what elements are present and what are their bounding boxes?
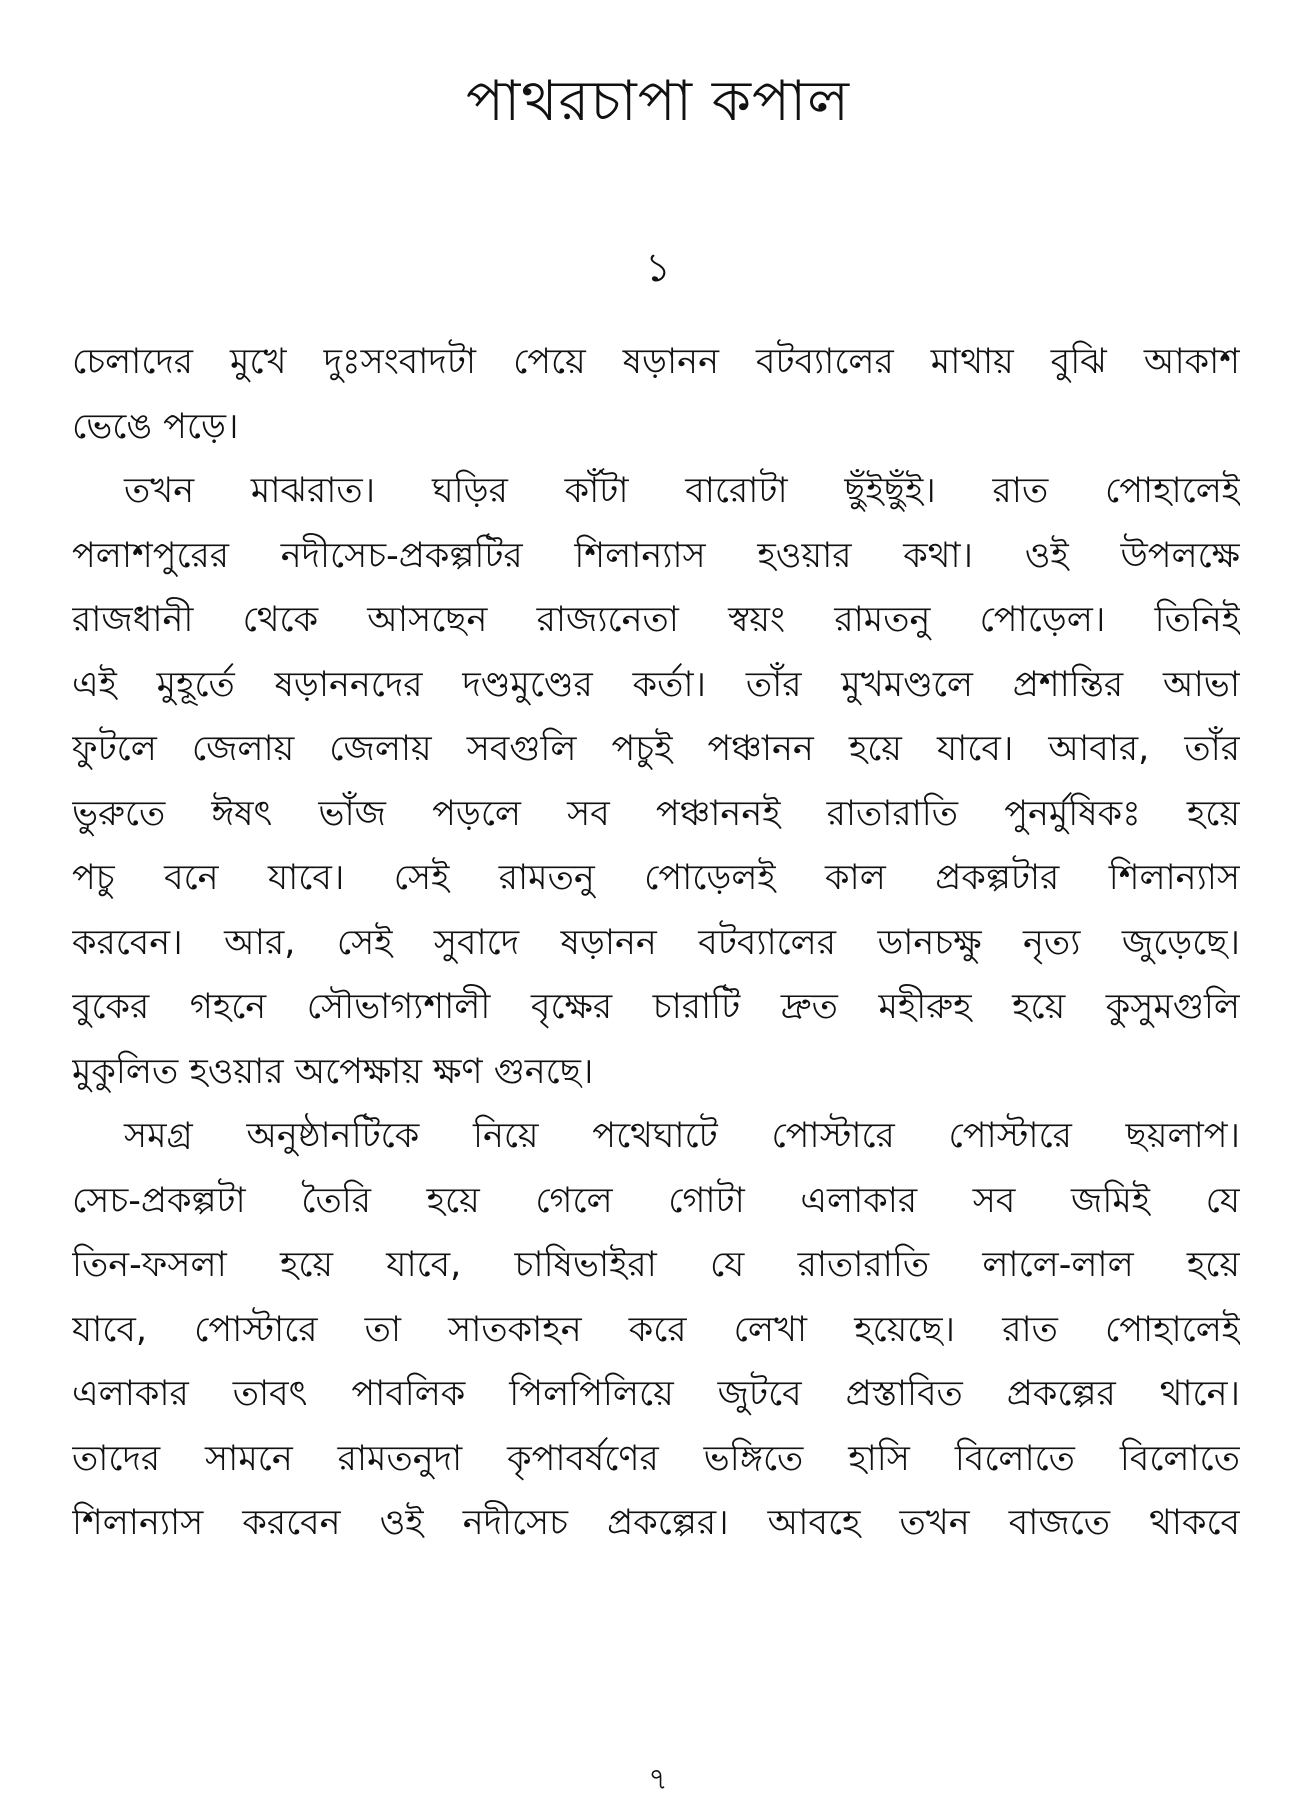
text-line: তিন-ফসলা হয়ে যাবে, চাষিভাইরা যে রাতারাতি লালে-লাল হয়ে <box>72 1245 1240 1285</box>
text-line: এই মুহূর্তে ষড়াননদের দণ্ডমুণ্ডের কর্তা। তাঁর মুখমণ্ডলে প্রশান্তির আভা <box>72 664 1240 705</box>
text-line: ফুটলে জেলায় জেলায় সবগুলি পচুই পঞ্চানন হয়ে যাবে। আবার, তাঁর <box>72 729 1240 769</box>
text-line: মুকুলিত হওয়ার অপেক্ষায় ক্ষণ গুনছে। <box>72 1051 594 1092</box>
page-number: ৭ <box>648 1762 668 1797</box>
text-line: সমগ্র অনুষ্ঠানটিকে নিয়ে পথেঘাটে পোস্টারে পোস্টারে ছয়লাপ। <box>124 1116 1240 1156</box>
text-line: ভুরুতে ঈষৎ ভাঁজ পড়লে সব পঞ্চাননই রাতারাতি পুনর্মুষিকঃ হয়ে <box>72 793 1240 834</box>
text-line: তখন মাঝরাত। ঘড়ির কাঁটা বারোটা ছুঁইছুঁই। রাত পোহালেই <box>124 471 1240 511</box>
text-line: যাবে, পোস্টারে তা সাতকাহন করে লেখা হয়েছে। রাত পোহালেই <box>72 1309 1240 1350</box>
chapter-number: ১ <box>645 245 671 291</box>
text-line: সেচ-প্রকল্পটা তৈরি হয়ে গেলে গোটা এলাকার সব জমিই যে <box>72 1180 1240 1221</box>
text-line: করবেন। আর, সেই সুবাদে ষড়ানন বটব্যালের ডানচক্ষু নৃত্য জুড়েছে। <box>72 922 1240 963</box>
text-line: রাজধানী থেকে আসছেন রাজ্যনেতা স্বয়ং রামতনু পোড়েল। তিনিই <box>72 600 1240 640</box>
text-line: পচু বনে যাবে। সেই রামতনু পোড়েলই কাল প্রকল্পটার শিলান্যাস <box>72 858 1240 898</box>
story-title: পাথরচাপা কপাল <box>466 69 850 134</box>
text-line: শিলান্যাস করবেন ওই নদীসেচ প্রকল্পের। আবহে তখন বাজতে থাকবে <box>72 1503 1240 1543</box>
text-line: বুকের গহনে সৌভাগ্যশালী বৃক্ষের চারাটি দ্রুত মহীরুহ হয়ে কুসুমগুলি <box>72 987 1240 1027</box>
text-line: এলাকার তাবৎ পাবলিক পিলপিলিয়ে জুটবে প্রস্তাবিত প্রকল্পের থানে। <box>72 1374 1240 1414</box>
text-line: ভেঙে পড়ে। <box>72 406 239 447</box>
text-line: তাদের সামনে রামতনুদা কৃপাবর্ষণের ভঙ্গিতে হাসি বিলোতে বিলোতে <box>72 1438 1240 1479</box>
text-line: চেলাদের মুখে দুঃসংবাদটা পেয়ে ষড়ানন বটব্যালের মাথায় বুঝি আকাশ <box>72 342 1240 382</box>
text-line: পলাশপুরের নদীসেচ-প্রকল্পটির শিলান্যাস হওয়ার কথা। ওই উপলক্ষে <box>72 535 1240 576</box>
story-body <box>72 330 1240 1556</box>
